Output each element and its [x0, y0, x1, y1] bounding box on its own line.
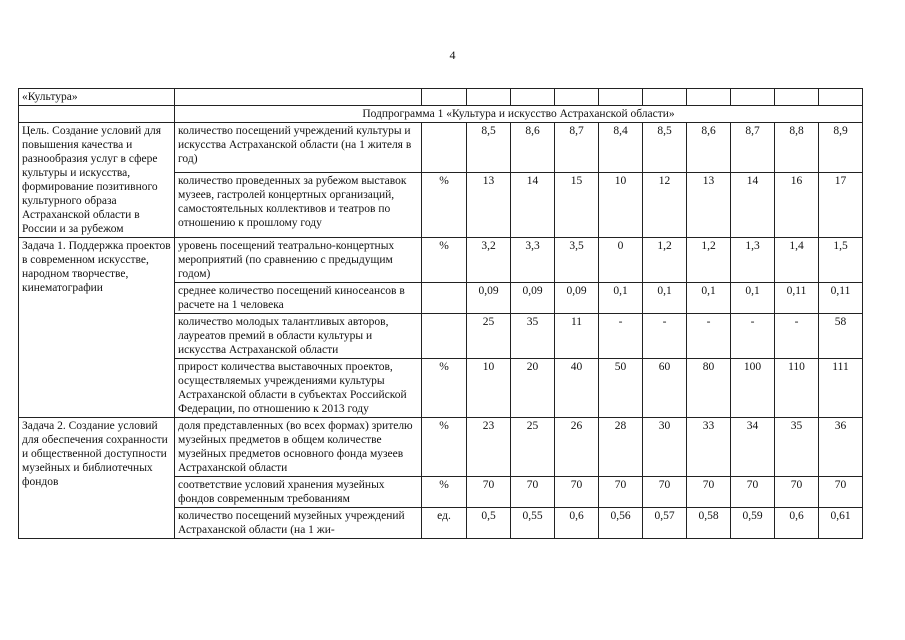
- value-cell: 11: [555, 314, 599, 359]
- value-cell: -: [775, 314, 819, 359]
- empty-cell: [731, 89, 775, 106]
- value-cell: 8,5: [467, 123, 511, 173]
- value-cell: 17: [819, 172, 863, 237]
- value-cell: 70: [467, 477, 511, 508]
- value-cell: 111: [819, 359, 863, 418]
- indicator-cell: доля представленных (во всех формах) зрителю музейных предметов в общем количестве музейных предметов основного фонда музеев Астраханской области: [175, 418, 422, 477]
- header-row: [19, 89, 863, 106]
- value-cell: 0,56: [599, 508, 643, 539]
- subprogram-row: [19, 106, 863, 123]
- value-cell: 25: [511, 418, 555, 477]
- indicator-cell: количество посещений учреждений культуры и искусства Астраханской области (на 1 жителя в год): [175, 123, 422, 173]
- indicator-cell: прирост количества выставочных проектов, осуществляемых учреждениями культуры Астраханской области в субъектах Российской Федерации, по отношению к 2013 году: [175, 359, 422, 418]
- value-cell: 0,59: [731, 508, 775, 539]
- empty-cell: [19, 106, 175, 123]
- value-cell: 25: [467, 314, 511, 359]
- unit-cell: %: [422, 359, 467, 418]
- value-cell: 10: [599, 172, 643, 237]
- value-cell: 50: [599, 359, 643, 418]
- indicator-cell: количество посещений музейных учреждений Астраханской области (на 1 жи-: [175, 508, 422, 539]
- value-cell: 8,4: [599, 123, 643, 173]
- value-cell: 0,57: [643, 508, 687, 539]
- indicator-cell: среднее количество посещений киносеансов в расчете на 1 человека: [175, 283, 422, 314]
- subprogram-title: Подпрограмма 1 «Культура и искусство Астраханской области»: [175, 106, 863, 123]
- value-cell: 36: [819, 418, 863, 477]
- table-row: [19, 123, 863, 173]
- goal-cell: Задача 1. Поддержка проектов в современном искусстве, народном творчестве, кинематографии: [19, 238, 175, 418]
- value-cell: -: [643, 314, 687, 359]
- value-cell: 0,1: [599, 283, 643, 314]
- value-cell: 70: [687, 477, 731, 508]
- value-cell: 26: [555, 418, 599, 477]
- value-cell: 8,8: [775, 123, 819, 173]
- value-cell: 28: [599, 418, 643, 477]
- value-cell: 70: [731, 477, 775, 508]
- value-cell: 0,58: [687, 508, 731, 539]
- value-cell: 3,2: [467, 238, 511, 283]
- value-cell: 1,2: [643, 238, 687, 283]
- value-cell: 0,1: [731, 283, 775, 314]
- indicator-cell: соответствие условий хранения музейных фондов современным требованиям: [175, 477, 422, 508]
- value-cell: 34: [731, 418, 775, 477]
- table-row: [19, 238, 863, 283]
- value-cell: 13: [687, 172, 731, 237]
- empty-cell: [422, 89, 467, 106]
- value-cell: 40: [555, 359, 599, 418]
- value-cell: 23: [467, 418, 511, 477]
- value-cell: 0,6: [775, 508, 819, 539]
- value-cell: 8,9: [819, 123, 863, 173]
- unit-cell: %: [422, 418, 467, 477]
- value-cell: 0,55: [511, 508, 555, 539]
- value-cell: -: [731, 314, 775, 359]
- page-number: 4: [449, 48, 456, 62]
- value-cell: 8,7: [555, 123, 599, 173]
- value-cell: 70: [511, 477, 555, 508]
- value-cell: 8,6: [687, 123, 731, 173]
- value-cell: 14: [731, 172, 775, 237]
- value-cell: 8,7: [731, 123, 775, 173]
- value-cell: 0,09: [467, 283, 511, 314]
- value-cell: 0,1: [643, 283, 687, 314]
- value-cell: 60: [643, 359, 687, 418]
- value-cell: 1,4: [775, 238, 819, 283]
- indicators-table: [18, 88, 863, 539]
- value-cell: 1,2: [687, 238, 731, 283]
- table-row: [19, 418, 863, 477]
- unit-cell: [422, 283, 467, 314]
- value-cell: 20: [511, 359, 555, 418]
- value-cell: 3,5: [555, 238, 599, 283]
- value-cell: 0,09: [511, 283, 555, 314]
- value-cell: 10: [467, 359, 511, 418]
- empty-cell: [467, 89, 511, 106]
- value-cell: 0,6: [555, 508, 599, 539]
- value-cell: 3,3: [511, 238, 555, 283]
- value-cell: 14: [511, 172, 555, 237]
- empty-cell: [775, 89, 819, 106]
- value-cell: 30: [643, 418, 687, 477]
- value-cell: 70: [555, 477, 599, 508]
- value-cell: 0,09: [555, 283, 599, 314]
- value-cell: 13: [467, 172, 511, 237]
- value-cell: 100: [731, 359, 775, 418]
- unit-cell: %: [422, 172, 467, 237]
- value-cell: 35: [775, 418, 819, 477]
- value-cell: 1,5: [819, 238, 863, 283]
- value-cell: 0,5: [467, 508, 511, 539]
- value-cell: 1,3: [731, 238, 775, 283]
- value-cell: 16: [775, 172, 819, 237]
- value-cell: 35: [511, 314, 555, 359]
- value-cell: 70: [775, 477, 819, 508]
- goal-cell: Цель. Создание условий для повышения качества и разнообразия услуг в сфере культуры и искусства, формирование позитивного культурного образа Астраханской области в России и за рубежом: [19, 123, 175, 238]
- value-cell: 33: [687, 418, 731, 477]
- empty-cell: [599, 89, 643, 106]
- value-cell: 80: [687, 359, 731, 418]
- unit-cell: [422, 314, 467, 359]
- indicator-cell: количество молодых талантливых авторов, лауреатов премий в области культуры и искусства Астраханской области: [175, 314, 422, 359]
- value-cell: 70: [643, 477, 687, 508]
- unit-cell: %: [422, 477, 467, 508]
- value-cell: 58: [819, 314, 863, 359]
- indicator-cell: уровень посещений театрально-концертных мероприятий (по сравнению с предыдущим годом): [175, 238, 422, 283]
- value-cell: 110: [775, 359, 819, 418]
- empty-cell: [643, 89, 687, 106]
- empty-cell: [687, 89, 731, 106]
- empty-cell: [819, 89, 863, 106]
- empty-cell: [511, 89, 555, 106]
- value-cell: 0,11: [775, 283, 819, 314]
- value-cell: -: [599, 314, 643, 359]
- value-cell: 0,1: [687, 283, 731, 314]
- unit-cell: ед.: [422, 508, 467, 539]
- indicator-cell: количество проведенных за рубежом выставок музеев, гастролей концертных организаций, самостоятельных коллективов и театров по отношению к прошлому году: [175, 172, 422, 237]
- value-cell: 70: [599, 477, 643, 508]
- value-cell: -: [687, 314, 731, 359]
- unit-cell: [422, 123, 467, 173]
- value-cell: 70: [819, 477, 863, 508]
- value-cell: 0,61: [819, 508, 863, 539]
- value-cell: 8,5: [643, 123, 687, 173]
- goal-cell: Задача 2. Создание условий для обеспечения сохранности и общественной доступности музейных и библиотечных фондов: [19, 418, 175, 539]
- value-cell: 12: [643, 172, 687, 237]
- value-cell: 15: [555, 172, 599, 237]
- value-cell: 0,11: [819, 283, 863, 314]
- empty-cell: [175, 89, 422, 106]
- unit-cell: %: [422, 238, 467, 283]
- header-label: «Культура»: [19, 89, 175, 106]
- value-cell: 0: [599, 238, 643, 283]
- empty-cell: [555, 89, 599, 106]
- value-cell: 8,6: [511, 123, 555, 173]
